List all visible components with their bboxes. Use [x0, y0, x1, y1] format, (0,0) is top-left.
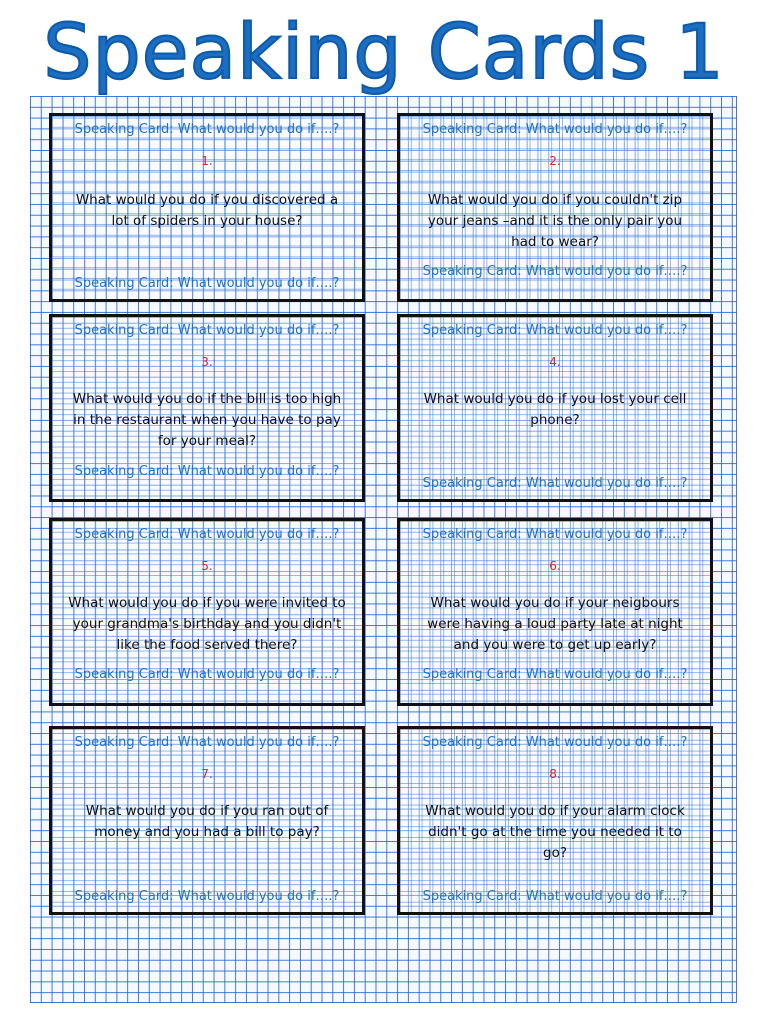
speaking-card-5: [49, 518, 365, 706]
card-number: 1.: [201, 154, 213, 168]
card-footer: Speaking Card: What would you do if….?: [74, 276, 340, 291]
card-number: 8.: [549, 767, 561, 781]
speaking-card-4: [397, 314, 713, 502]
card-header: Speaking Card: What would you do if….?: [74, 122, 340, 137]
card-number: 4.: [549, 355, 561, 369]
card-question: What would you do if you discovered a lot of spiders in your house?: [75, 192, 339, 229]
card-footer: Speaking Card: What would you do if….?: [74, 667, 340, 682]
card-header: Speaking Card: What would you do if….?: [422, 122, 688, 137]
card-question: What would you do if you were invited to your grandma's birthday and you didn't like the food served there?: [68, 595, 346, 653]
card-question: What would you do if your alarm clock didn't go at the time you needed it to go?: [425, 803, 685, 861]
card-footer: Speaking Card: What would you do if….?: [422, 264, 688, 279]
page-title: Speaking Cards 1: [43, 7, 725, 96]
speaking-card-3: [49, 314, 365, 502]
speaking-card-2: [397, 113, 713, 302]
card-number: 3.: [201, 355, 213, 369]
card-header: Speaking Card: What would you do if….?: [74, 323, 340, 338]
card-footer: Speaking Card: What would you do if….?: [422, 667, 688, 682]
speaking-card-1: [49, 113, 365, 302]
speaking-card-6: [397, 518, 713, 706]
card-question: What would you do if you couldn't zip your jeans –and it is the only pair you had to wear?: [427, 192, 683, 250]
card-header: Speaking Card: What would you do if….?: [422, 735, 688, 750]
card-number: 5.: [201, 559, 213, 573]
card-question: What would you do if the bill is too high in the restaurant when you have to pay for your meal?: [72, 391, 342, 449]
speaking-card-7: [49, 726, 365, 915]
card-number: 2.: [549, 154, 561, 168]
card-footer: Speaking Card: What would you do if….?: [74, 889, 340, 904]
card-header: Speaking Card: What would you do if….?: [422, 323, 688, 338]
speaking-card-8: [397, 726, 713, 915]
card-header: Speaking Card: What would you do if….?: [74, 735, 340, 750]
card-header: Speaking Card: What would you do if….?: [74, 527, 340, 542]
card-header: Speaking Card: What would you do if….?: [422, 527, 688, 542]
card-footer: Speaking Card: What would you do if….?: [422, 476, 688, 491]
card-footer: Speaking Card: What would you do if….?: [422, 889, 688, 904]
card-question: What would you do if you lost your cell phone?: [423, 391, 687, 428]
card-number: 7.: [201, 767, 213, 781]
card-question: What would you do if your neigbours were having a loud party late at night and you were to get up early?: [427, 595, 683, 653]
card-number: 6.: [549, 559, 561, 573]
card-footer: Speaking Card: What would you do if….?: [74, 464, 340, 479]
card-question: What would you do if you ran out of money and you had a bill to pay?: [85, 803, 329, 840]
